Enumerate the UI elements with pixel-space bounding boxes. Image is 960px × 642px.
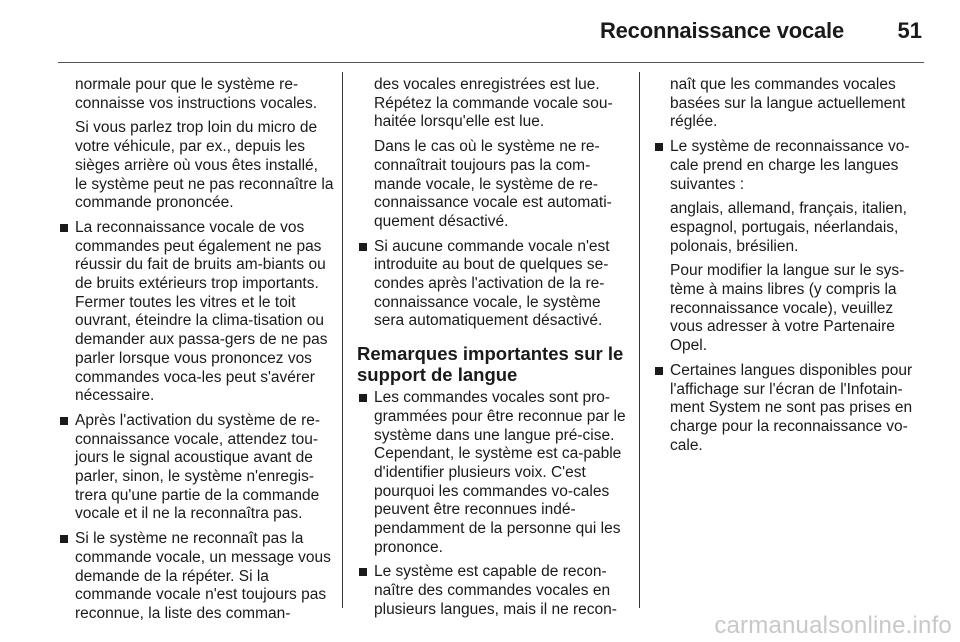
bullet-item <box>653 138 923 194</box>
bullet-item <box>357 563 627 619</box>
bullet-item <box>357 389 627 557</box>
bullet-text: Les commandes vocales sont pro-grammées pour être reconnue par le système dans une langue pré-cise. Cependant, le système est ca-pable d'identifier plusieurs voix. C'est pourquoi les commandes vo-cales peuvent être reconnues indé-pendamment de la personne qui les prononce. <box>374 389 626 556</box>
page-header <box>0 0 960 64</box>
bullet-item <box>58 219 334 406</box>
bullet-square-icon <box>655 367 663 375</box>
header-rule <box>58 62 924 63</box>
section-heading: Remarques importantes sur le support de langue <box>357 343 624 386</box>
bullet-square-icon <box>60 224 68 232</box>
bullet-square-icon <box>60 417 68 425</box>
column-middle <box>357 76 627 626</box>
bullet-text: Si aucune commande vocale n'est introduite au bout de quelques se-condes après l'activation de la re-connaissance vocale, le système sera automatiquement désactivé. <box>374 237 610 330</box>
column-left <box>58 76 334 630</box>
paragraph: anglais, allemand, français, italien, espagnol, portugais, néerlandais, polonais, brésilien. <box>670 200 907 255</box>
paragraph: des vocales enregistrées est lue. Répétez la commande vocale sou-haitée lorsqu'elle est lue. <box>374 76 613 131</box>
bullet-text: Si le système ne reconnaît pas la commande vocale, un message vous demande de la répéter. Si la commande vocale n'est toujours pas reconnue, la liste des comman- <box>75 530 331 622</box>
paragraph: naît que les commandes vocales basées sur la langue actuellement réglée. <box>670 76 906 131</box>
bullet-square-icon <box>655 143 663 151</box>
bullet-square-icon <box>359 243 367 251</box>
paragraph: Dans le cas où le système ne re-connaîtrait toujours pas la com-mande vocale, le système de re-connaissance vocale est automati-quement désactivé. <box>374 138 612 230</box>
bullet-item <box>357 238 627 332</box>
bullet-square-icon <box>359 568 367 576</box>
bullet-square-icon <box>60 535 68 543</box>
column-divider <box>342 72 343 608</box>
page-title: Reconnaissance vocale <box>599 18 844 43</box>
page-number: 51 <box>897 18 922 43</box>
column-right <box>653 76 923 461</box>
bullet-square-icon <box>359 394 367 402</box>
bullet-text: Après l'activation du système de re-connaissance vocale, attendez tou-jours le signal acoustique avant de parler, sinon, le système n'enregis-trera qu'une partie de la commande vocale et il ne la reconnaîtra pas. <box>75 411 321 523</box>
bullet-item <box>58 530 334 624</box>
watermark: carmanualsonline.info <box>714 612 952 639</box>
bullet-text: Certaines langues disponibles pour l'affichage sur l'écran de l'Infotain-ment System ne sont pas prises en charge pour la reconnaissance vo-cale. <box>670 361 913 454</box>
bullet-text: La reconnaissance vocale de vos commandes peut également ne pas réussir du fait de bruits am-biants ou de bruits extérieurs trop importants. Fermer toutes les vitres et le toit ouvrant, éteindre la clima-tisation ou demander aux passa-gers de ne pas parler lorsque vous prononcez vos commandes voca-les peut s'avérer nécessaire. <box>75 218 328 405</box>
paragraph: Pour modifier la langue sur le sys-tème à mains libres (y compris la reconnaissance vocale), veuillez vous adresser à votre Partenaire Opel. <box>670 262 905 355</box>
paragraph: Si vous parlez trop loin du micro de votre véhicule, par ex., depuis les sièges arrière où vous êtes installé, le système peut ne pas reconnaître la commande prononcée. <box>75 119 334 212</box>
column-divider <box>639 72 640 608</box>
bullet-item <box>58 412 334 524</box>
bullet-item <box>653 362 923 456</box>
bullet-text: Le système est capable de recon-naître des commandes vocales en plusieurs langues, mais il ne recon- <box>374 563 617 618</box>
paragraph: normale pour que le système re-connaisse vos instructions vocales. <box>75 76 318 112</box>
bullet-text: Le système de reconnaissance vo-cale prend en charge les langues suivantes : <box>670 138 910 193</box>
